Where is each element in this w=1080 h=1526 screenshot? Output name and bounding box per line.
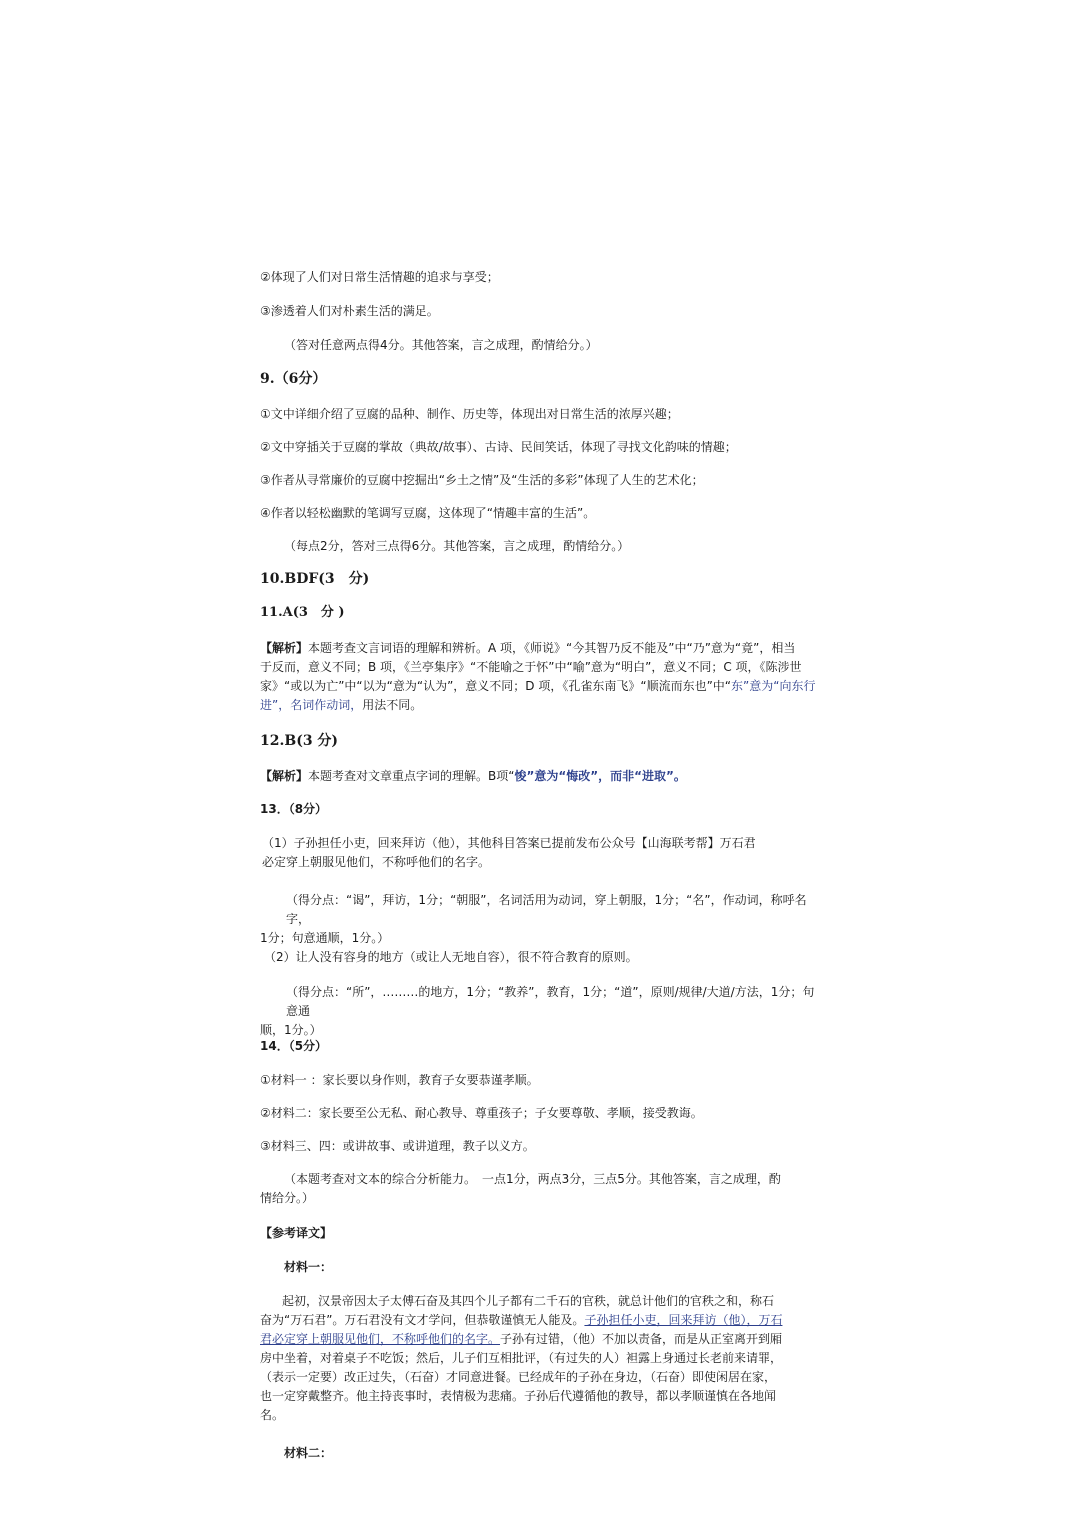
answer-8-point-2: ②体现了人们对日常生活情趣的追求与享受；: [260, 270, 499, 284]
answer-13-sentence-1: （1）子孙担任小吏，回来拜访（他），其他科目答案已提前发布公众号【山海联考帮】万石君 必定穿上朝服见他们，不称呼他们的名字。: [262, 836, 756, 869]
analysis-label: 【解析】: [260, 641, 309, 655]
answer-9-point-3: ③作者从寻常廉价的豆腐中挖掘出“乡土之情”及“生活的多彩”体现了人生的艺术化；: [260, 473, 704, 487]
question-9-heading: 9.（6分）: [260, 371, 327, 387]
question-11-heading: 11.A(3 分 ): [260, 605, 345, 620]
answer-13-scoring-note-1: （得分点：“谒”，拜访，1分；“朝服”，名词活用为动词，穿上朝服，1分；“名”，作动词，称呼名字， 1分；句意通顺，1分。）: [260, 893, 807, 945]
question-11-analysis: 【解析】本题考查文言词语的理解和辨析。A 项，《师说》“今其智乃反不能及”中“乃”意为“竟”，相当 于反而，意义不同；B 项，《兰亭集序》“不能喻之于怀”中“喻”意为“明白”，意义不同；C 项，《陈涉世 家》“或以为亡”中“以为“意为“认为”，意义不同；D 项，《孔雀东南飞》“顺流而东也”中“东”意为“向东行 进”，名词作动词，用法不同。: [260, 641, 816, 712]
material-2-label: 材料二：: [284, 1446, 333, 1460]
translation-heading: 【参考译文】: [260, 1226, 333, 1240]
question-10-heading: 10.BDF(3 分): [260, 571, 370, 587]
answer-8-scoring-note: （答对任意两点得4分。其他答案，言之成理，酌情给分。）: [284, 338, 598, 352]
question-14-heading: 14．（5分）: [260, 1039, 328, 1053]
question-13-heading: 13．（8分）: [260, 802, 328, 816]
answer-9-scoring-note: （每点2分，答对三点得6分。其他答案，言之成理，酌情给分。）: [284, 539, 630, 553]
answer-9-point-4: ④作者以轻松幽默的笔调写豆腐，这体现了“情趣丰富的生活”。: [260, 506, 596, 520]
material-1-translation: 起初，汉景帝因太子太傅石奋及其四个儿子都有二千石的官秩，就总计他们的官秩之和，称石 奋为“万石君”。万石君没有文才学问，但恭敬谨慎无人能及。子孙担任小吏，回来拜访（他），万石 君必定穿上朝服见他们，不称呼他们的名字。子孙有过错，（他）不加以责备，而是从正室离开到厢 房中坐着，对着桌子不吃饭；然后，儿子们互相批评，（有过失的人）袒露上身通过长老前来请罪， （表示一定要）改正过失，（石奋）才同意进餐。已经成年的子孙在身边，（石奋）即使闲居在家， 也一定穿戴整齐。他主持丧事时，表情极为悲痛。子孙后代遵循他的教导，都以孝顺谨慎在各地闻 名。: [260, 1294, 783, 1422]
material-1-label: 材料一：: [284, 1260, 333, 1274]
answer-8-point-3: ③渗透着人们对朴素生活的满足。: [260, 304, 439, 318]
answer-14-point-2: ②材料二：家长要至公无私、耐心教导、尊重孩子；子女要尊敬、孝顺，接受教诲。: [260, 1106, 703, 1120]
answer-14-point-3: ③材料三、四：或讲故事、或讲道理，教子以义方。: [260, 1139, 535, 1153]
answer-14-point-1: ①材料一 ：家长要以身作则，教育子女要恭谨孝顺。: [260, 1073, 539, 1087]
analysis-label: 【解析】: [260, 769, 309, 783]
answer-13-sentence-2: （2）让人没有容身的地方（或让人无地自容），很不符合教育的原则。: [264, 950, 638, 964]
answer-13-scoring-note-2: （得分点：“所”，………的地方，1分；“教养”，教育，1分；“道”，原则/规律/大道/方法，1分；句意通 顺，1分。）: [260, 985, 815, 1037]
question-12-heading: 12.B(3 分): [260, 733, 339, 749]
question-12-analysis: 【解析】本题考查对文章重点字词的理解。B项“悛”意为“悔改”，而非“进取”。: [260, 769, 686, 783]
answer-9-point-1: ①文中详细介绍了豆腐的品种、制作、历史等，体现出对日常生活的浓厚兴趣；: [260, 407, 679, 421]
answer-9-point-2: ②文中穿插关于豆腐的掌故（典故/故事）、古诗、民间笑话，体现了寻找文化韵味的情趣；: [260, 440, 737, 454]
answer-14-scoring-note: （本题考查对文本的综合分析能力。 一点1分，两点3分，三点5分。其他答案，言之成理，酌 情给分。）: [260, 1172, 781, 1205]
